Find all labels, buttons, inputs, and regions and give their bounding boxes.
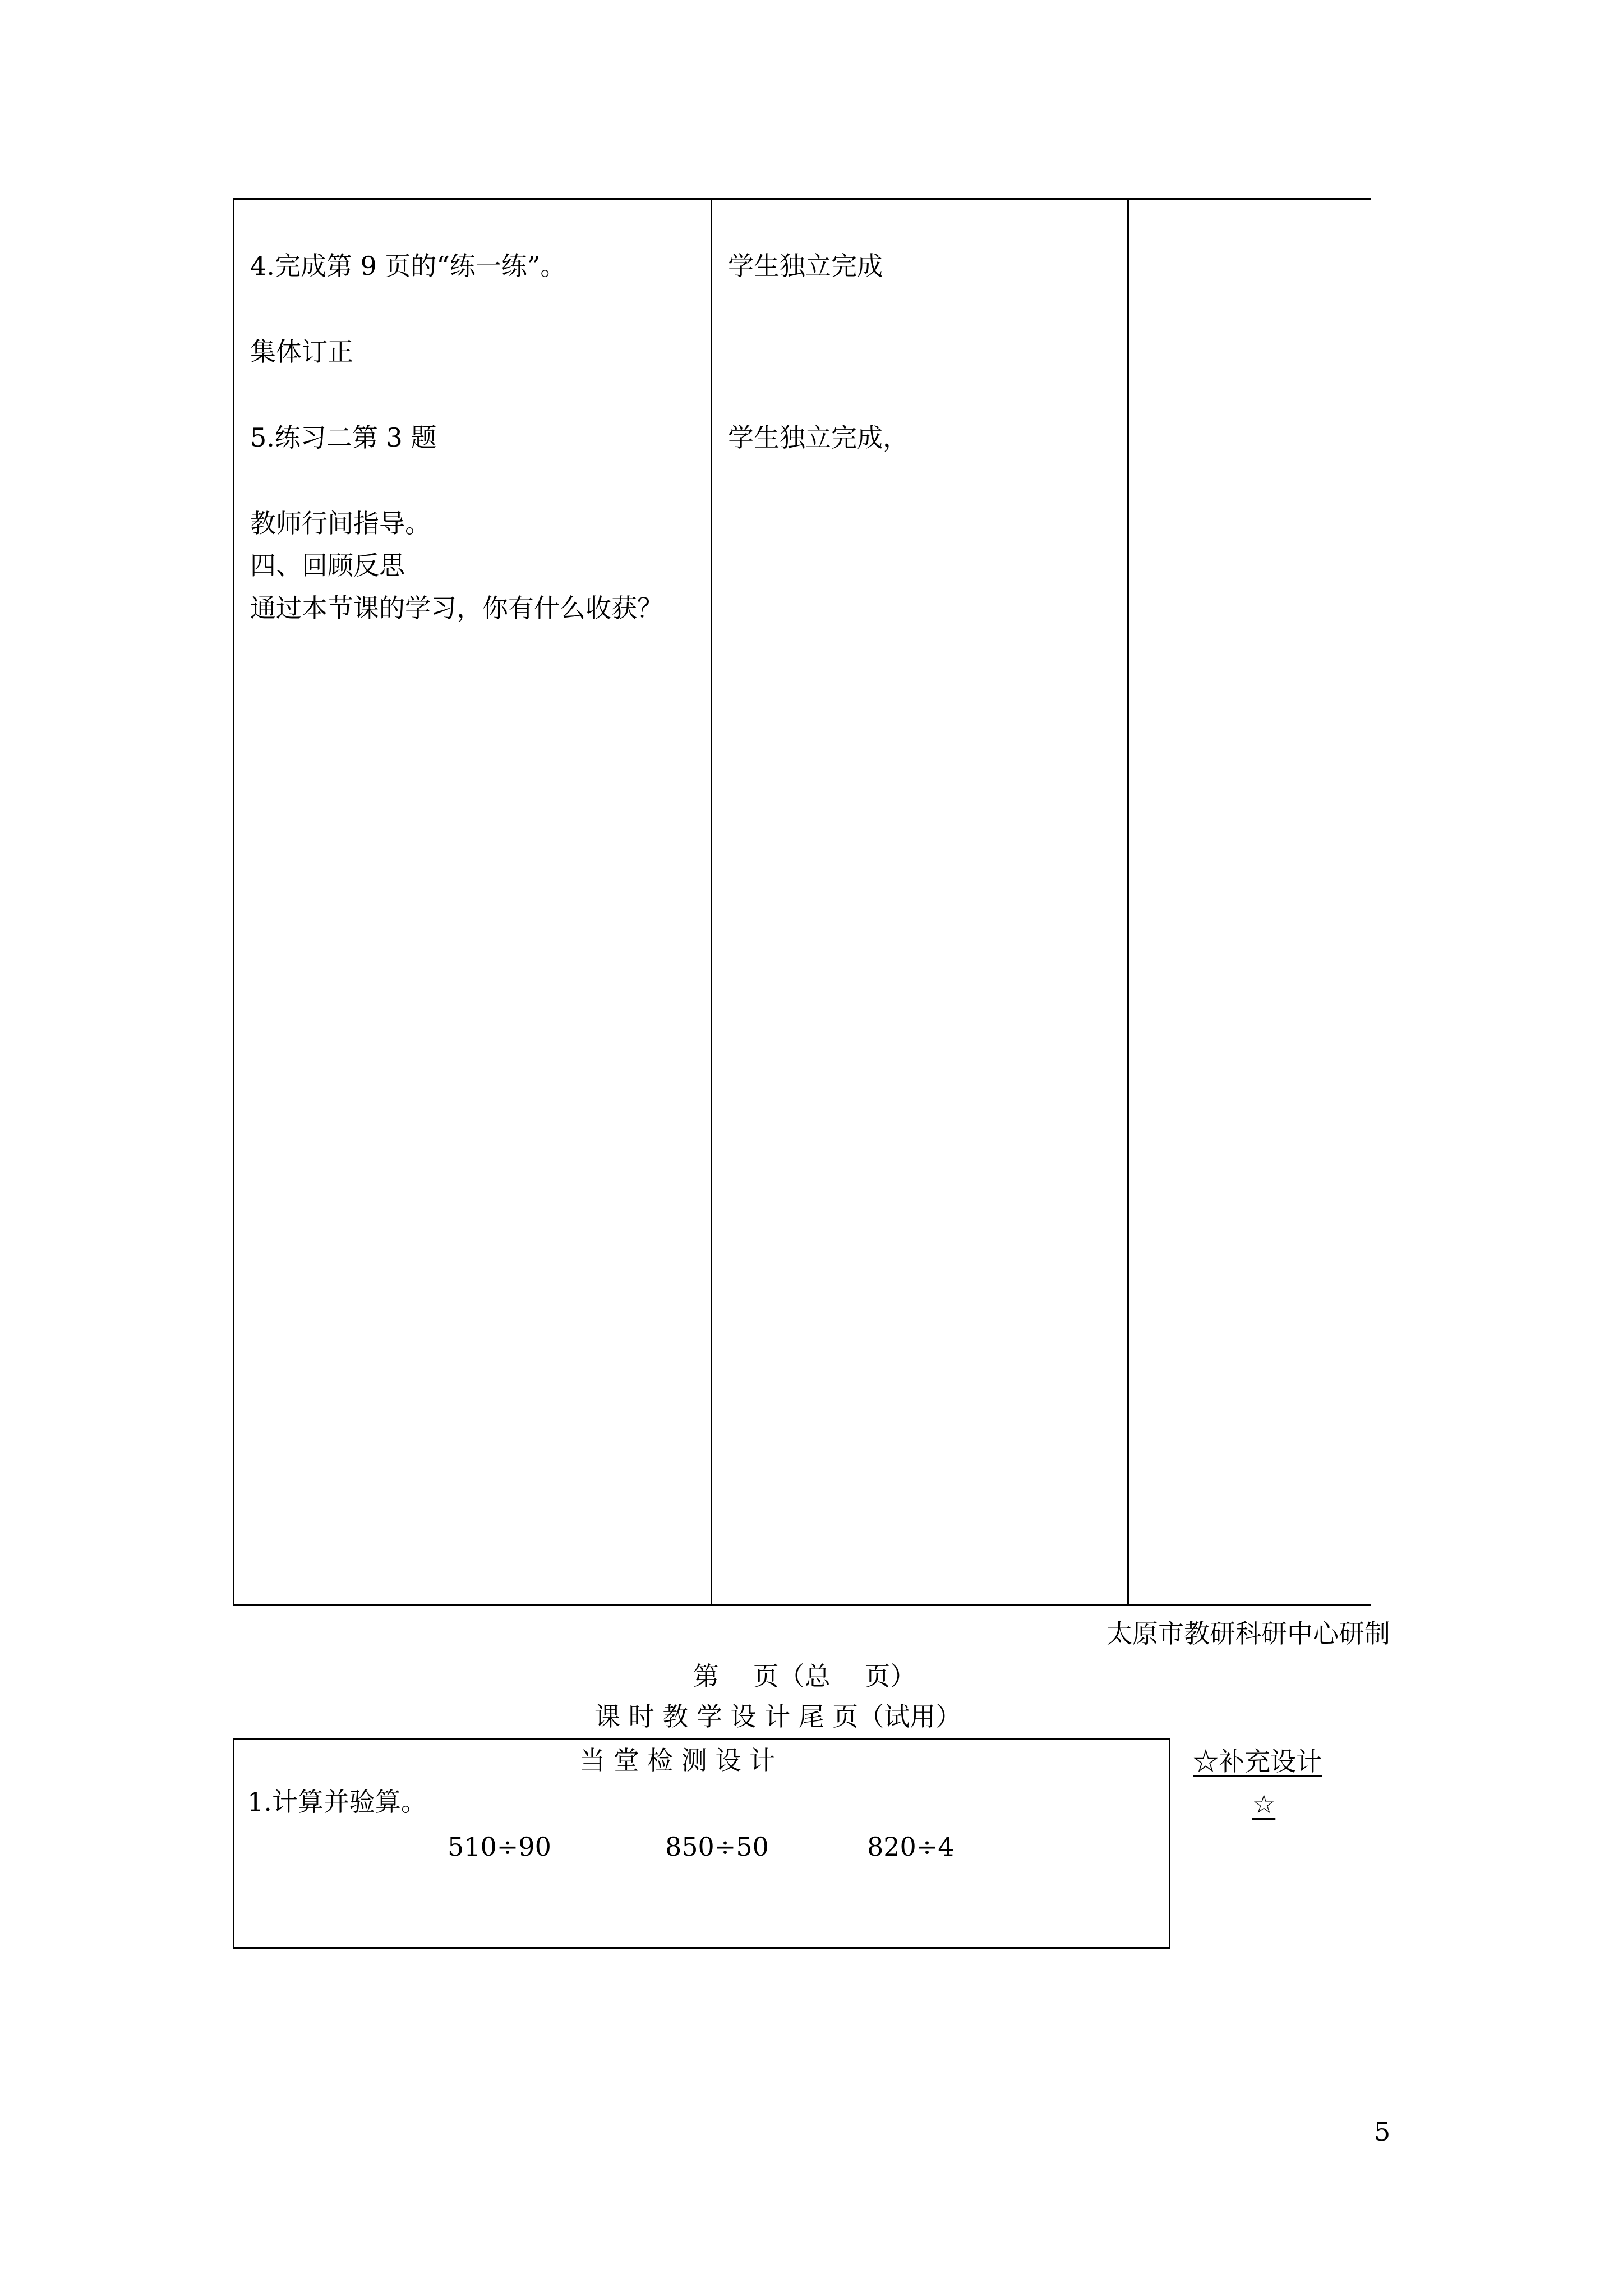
- page-counter: 第 页（总 页）: [693, 1661, 916, 1691]
- teacher-collective-correction: 集体订正: [250, 337, 353, 367]
- lesson-table: [233, 198, 1371, 1606]
- problem-3: 820÷4: [867, 1832, 955, 1862]
- check-design-heading: 当 堂 检 测 设 计: [579, 1745, 776, 1775]
- table-top-border: [233, 198, 1371, 200]
- table-left-border: [233, 198, 234, 1606]
- teacher-guidance: 教师行间指导。: [250, 508, 431, 539]
- problem-2: 850÷50: [665, 1832, 769, 1862]
- teacher-step-4: 4.完成第 9 页的“练一练”。: [250, 251, 566, 281]
- teacher-step-5: 5.练习二第 3 题: [250, 422, 437, 453]
- column-divider-1: [711, 198, 712, 1606]
- supplement-label: ☆补充设计: [1193, 1746, 1322, 1777]
- supplement-star: ☆: [1252, 1789, 1276, 1819]
- credit-line: 太原市教研科研中心研制: [1106, 1618, 1390, 1649]
- check-task: 1.计算并验算。: [247, 1787, 427, 1817]
- page-number: 5: [1374, 2116, 1391, 2147]
- student-activity-1: 学生独立完成: [728, 251, 883, 281]
- review-question: 通过本节课的学习，你有什么收获？: [250, 593, 663, 623]
- section-review-heading: 四、回顾反思: [250, 550, 405, 581]
- table-bottom-border: [233, 1604, 1371, 1606]
- student-activity-2: 学生独立完成，: [728, 422, 909, 453]
- column-divider-2: [1127, 198, 1129, 1606]
- problem-1: 510÷90: [448, 1832, 551, 1862]
- footer-title: 课 时 教 学 设 计 尾 页（试用）: [594, 1701, 962, 1732]
